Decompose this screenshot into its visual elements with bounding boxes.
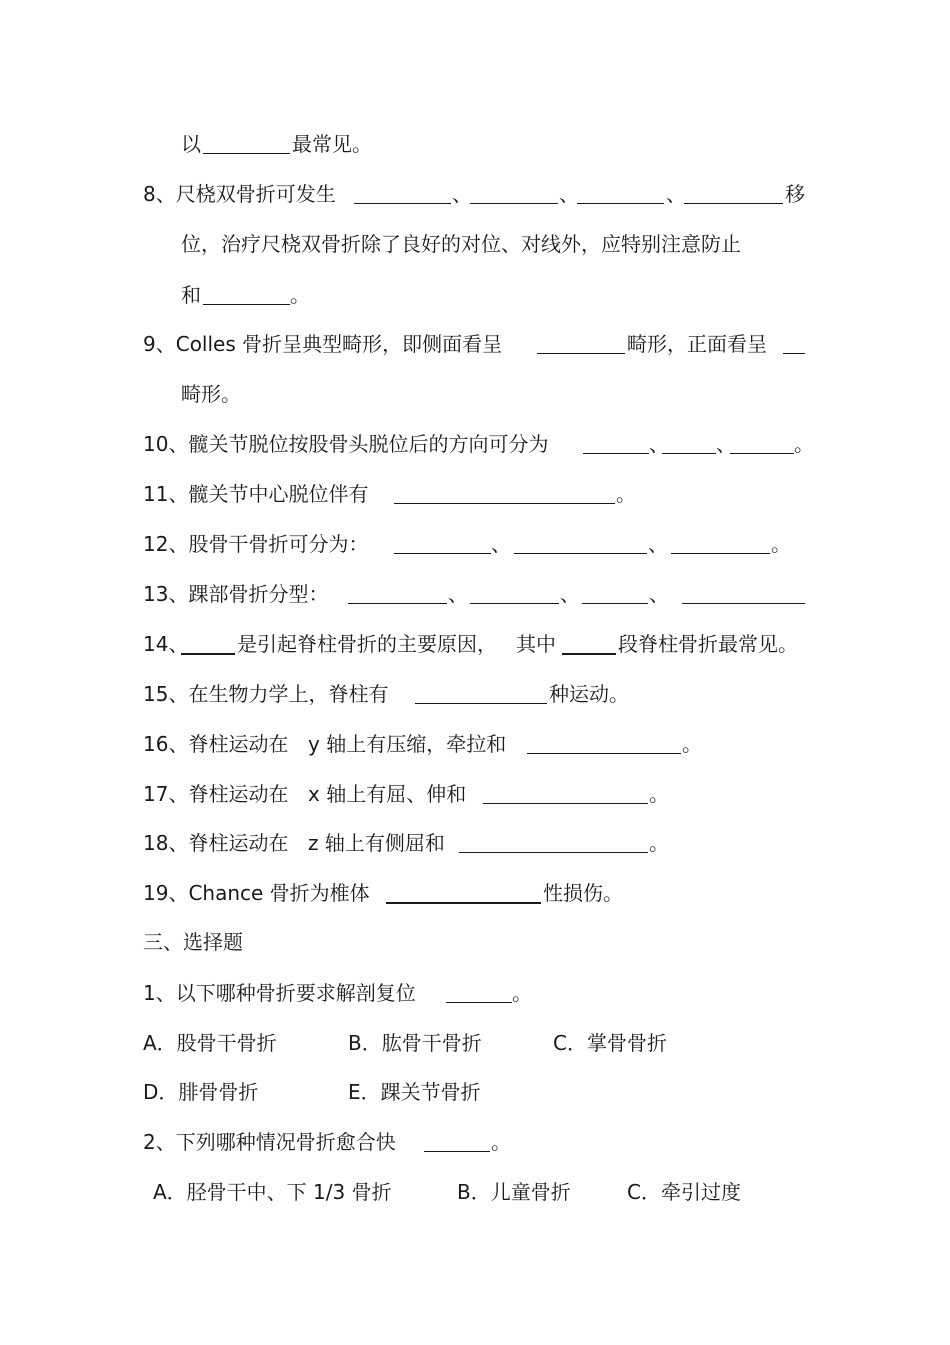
question-text: 是引起脊柱骨折的主要原因，	[237, 632, 497, 656]
question-text: 其中	[516, 632, 556, 656]
answer-blank	[470, 203, 558, 204]
question-text: 13、踝部骨折分型：	[143, 582, 329, 606]
question-text: 16、脊柱运动在	[143, 732, 289, 756]
question-text: 15、在生物力学上，脊柱有	[143, 682, 389, 706]
option-a: A．胫骨干中、下 1/3 骨折	[153, 1180, 392, 1204]
question-text: 移	[785, 182, 805, 206]
option-b: B．肱骨干骨折	[348, 1031, 482, 1055]
question-text: 18、脊柱运动在	[143, 831, 289, 855]
answer-blank	[394, 503, 615, 504]
question-text: 段脊柱骨折最常见。	[618, 632, 798, 656]
answer-blank	[684, 203, 783, 204]
separator: 、	[452, 182, 472, 206]
separator: 、	[716, 432, 736, 456]
option-e: E．踝关节骨折	[348, 1080, 481, 1104]
line-text: 最常见。	[292, 132, 372, 156]
answer-blank	[446, 1002, 512, 1003]
question-text: 位，治疗尺桡双骨折除了良好的对位、对线外，应特别注意防止	[181, 232, 741, 256]
answer-blank	[386, 902, 541, 904]
answer-blank	[783, 353, 805, 354]
question-text: 。	[616, 482, 636, 506]
answer-blank	[470, 603, 559, 604]
question-text: 。	[649, 831, 669, 855]
answer-blank	[354, 203, 451, 204]
separator: 、	[448, 582, 468, 606]
option-a: A．股骨干骨折	[143, 1031, 277, 1055]
question-text: z 轴上有侧屈和	[308, 831, 445, 855]
answer-blank	[424, 1151, 490, 1152]
question-text: 9、Colles 骨折呈典型畸形，即侧面看呈	[143, 332, 503, 356]
answer-blank	[415, 703, 547, 704]
question-text: 2、下列哪种情况骨折愈合快	[143, 1130, 396, 1154]
answer-blank	[181, 653, 235, 655]
question-text: 种运动。	[549, 682, 629, 706]
option-b: B．儿童骨折	[457, 1180, 571, 1204]
question-text: 和	[181, 283, 201, 307]
answer-blank	[394, 553, 491, 554]
answer-blank	[583, 453, 649, 454]
question-text: 。	[512, 981, 532, 1005]
separator: 、	[560, 582, 580, 606]
question-text: 12、股骨干骨折可分为：	[143, 532, 369, 556]
answer-blank	[348, 603, 447, 604]
question-text: 11、髋关节中心脱位伴有	[143, 482, 369, 506]
answer-blank	[483, 803, 648, 804]
section-title: 三、选择题	[143, 930, 243, 954]
question-text: 17、脊柱运动在	[143, 782, 289, 806]
question-text: y 轴上有压缩，牵拉和	[308, 732, 507, 756]
answer-blank	[527, 753, 681, 754]
answer-blank	[203, 304, 290, 305]
answer-blank	[671, 553, 770, 554]
answer-blank	[582, 603, 648, 604]
question-text: 。	[682, 732, 702, 756]
answer-blank	[203, 153, 290, 154]
line-text: 以	[181, 132, 201, 156]
answer-blank	[514, 553, 647, 554]
question-text: 性损伤。	[543, 881, 623, 905]
question-text: 。	[794, 432, 814, 456]
question-text: 1、以下哪种骨折要求解剖复位	[143, 981, 416, 1005]
separator: 、	[491, 532, 511, 556]
question-text: 。	[771, 532, 791, 556]
answer-blank	[662, 453, 716, 454]
answer-blank	[459, 852, 648, 853]
answer-blank	[682, 603, 805, 604]
question-text: 。	[649, 782, 669, 806]
question-text: x 轴上有屈、伸和	[308, 782, 467, 806]
question-text: 。	[491, 1130, 511, 1154]
option-d: D．腓骨骨折	[143, 1080, 259, 1104]
question-text: 8、尺桡双骨折可发生	[143, 182, 336, 206]
question-text: 。	[290, 283, 310, 307]
answer-blank	[730, 453, 794, 454]
separator: 、	[649, 582, 669, 606]
answer-blank	[537, 353, 625, 354]
separator: 、	[559, 182, 579, 206]
separator: 、	[649, 432, 669, 456]
question-text: 畸形，正面看呈	[627, 332, 767, 356]
option-c: C．掌骨骨折	[553, 1031, 667, 1055]
question-text: 畸形。	[181, 382, 241, 406]
question-text: 19、Chance 骨折为椎体	[143, 881, 370, 905]
separator: 、	[666, 182, 686, 206]
option-c: C．牵引过度	[627, 1180, 741, 1204]
answer-blank	[562, 653, 616, 655]
question-text: 14、	[143, 632, 189, 656]
answer-blank	[577, 203, 664, 204]
question-text: 10、髋关节脱位按股骨头脱位后的方向可分为	[143, 432, 549, 456]
separator: 、	[648, 532, 668, 556]
